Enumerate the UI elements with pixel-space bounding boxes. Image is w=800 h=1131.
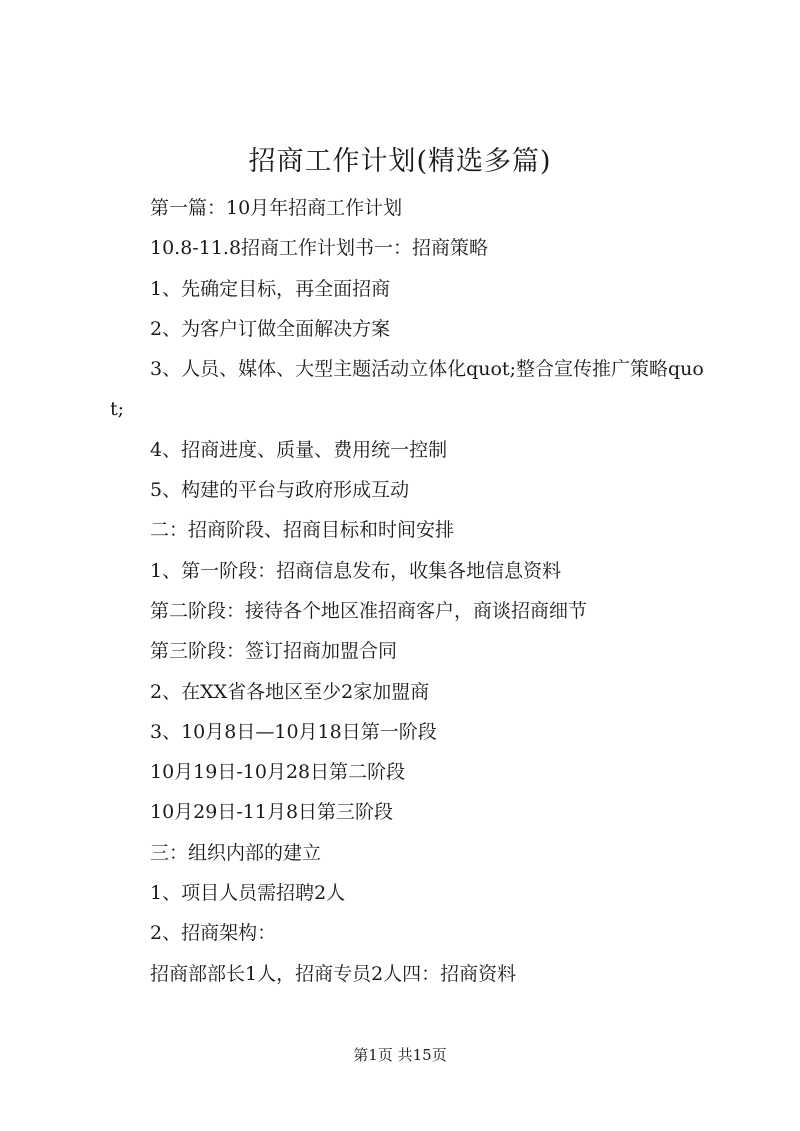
paragraph: 招商部部长1人，招商专员2人四：招商资料 (150, 962, 517, 985)
paragraph: 第一篇：10月年招商工作计划 (150, 197, 403, 219)
paragraph: 1、项目人员需招聘2人 (150, 882, 346, 905)
paragraph: 10月29日-11月8日第三阶段 (150, 801, 394, 824)
page-title: 招商工作计划(精选多篇) (248, 146, 552, 177)
paragraph: 2、在XX省各地区至少2家加盟商 (150, 680, 430, 703)
paragraph: 5、构建的平台与政府形成互动 (150, 479, 410, 502)
paragraph: 3、人员、媒体、大型主题活动立体化quot;整合宣传推广策略quot; (110, 358, 704, 421)
paragraph: 第二阶段：接待各个地区准招商客户，商谈招商细节 (150, 599, 588, 622)
paragraph: 4、招商进度、质量、费用统一控制 (150, 438, 448, 461)
paragraph: 二：招商阶段、招商目标和时间安排 (150, 519, 455, 542)
page-footer: 第1页 共15页 (353, 1046, 447, 1064)
paragraph: 3、10月8日—10月18日第一阶段 (150, 720, 437, 743)
document-body (0, 188, 800, 994)
paragraph: 三：组织内部的建立 (150, 841, 322, 864)
paragraph: 1、先确定目标，再全面招商 (150, 277, 391, 300)
paragraph: 1、第一阶段：招商信息发布，收集各地信息资料 (150, 559, 562, 582)
paragraph: 第三阶段：签订招商加盟合同 (150, 640, 398, 663)
paragraph: 10.8-11.8招商工作计划书一：招商策略 (150, 237, 489, 260)
paragraph: 10月19日-10月28日第二阶段 (150, 761, 406, 784)
paragraph: 2、招商架构： (150, 922, 277, 945)
paragraph: 2、为客户订做全面解决方案 (150, 317, 391, 340)
